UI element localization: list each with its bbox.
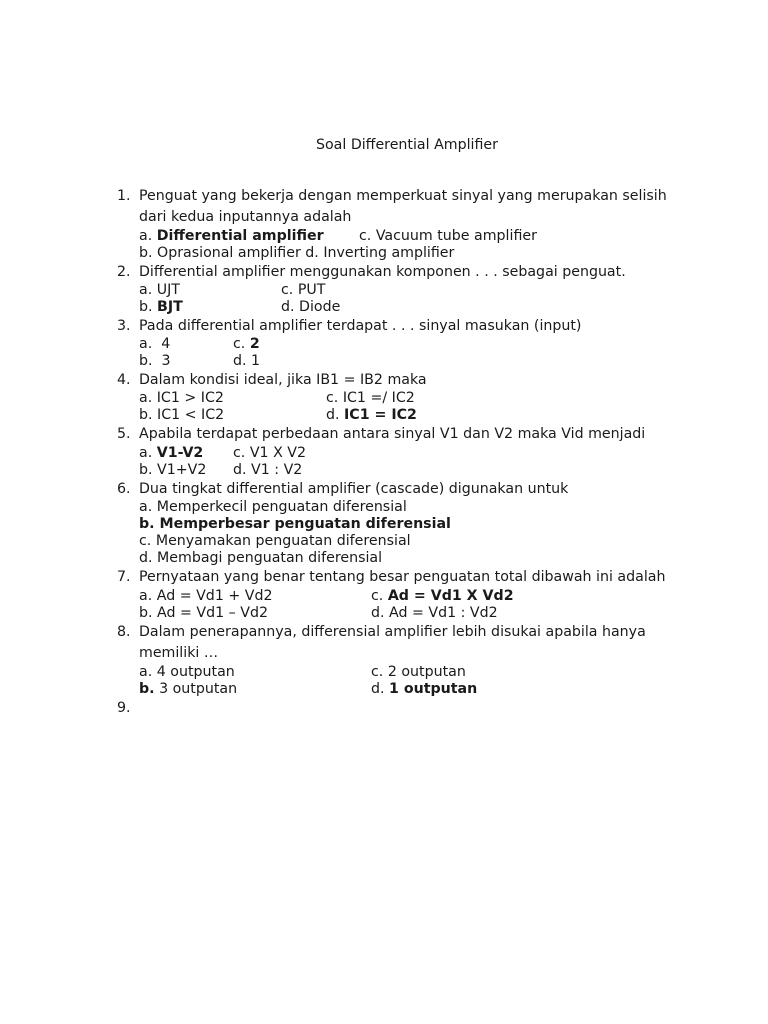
question-5 [117,424,697,479]
option-row [139,407,697,424]
option-b: b. IC1 < IC2 [139,407,225,423]
question-number: 2. [117,264,131,280]
option-a: a. Ad = Vd1 + Vd2 [139,588,273,604]
option-a: a. Differential amplifier [139,228,324,244]
option-d: d. IC1 = IC2 [326,407,417,423]
option-d: d. Membagi penguatan diferensial [139,550,383,566]
option-c: c. 2 outputan [371,664,466,680]
option-c: c. V1 X V2 [233,445,307,461]
option-row [139,282,697,299]
question-8 [117,622,697,698]
option-d: d. Ad = Vd1 : Vd2 [371,605,498,621]
option-c: c. IC1 =/ IC2 [326,390,415,406]
question-9 [117,698,697,718]
option-a: a. 4 [139,336,171,352]
question-7 [117,567,697,622]
option-row [139,245,697,262]
option-d: d. 1 outputan [371,681,478,697]
option-a: a. UJT [139,282,180,298]
option-b: b. Memperbesar penguatan diferensial [139,516,451,532]
option-b: b. 3 [139,353,171,369]
option-c: c. Menyamakan penguatan diferensial [139,533,411,549]
option-row [139,550,697,567]
option-a: a. Memperkecil penguatan diferensial [139,499,407,515]
question-text: Pada differential amplifier terdapat . . . sinyal masukan (input) [139,318,582,334]
option-row [139,462,697,479]
question-number: 9. [117,700,131,716]
question-6 [117,479,697,567]
option-a: a. IC1 > IC2 [139,390,224,406]
question-1 [117,186,697,262]
question-number: 5. [117,426,131,442]
option-row [139,588,697,605]
question-3 [117,316,697,370]
question-number: 7. [117,569,131,585]
option-row [139,390,697,407]
option-b: b. V1+V2 [139,462,207,478]
question-number: 6. [117,481,131,497]
question-text: Pernyataan yang benar tentang besar penguatan total dibawah ini adalah [139,569,666,585]
option-a: a. V1-V2 [139,445,204,461]
option-c: c. PUT [281,282,326,298]
question-number: 4. [117,372,131,388]
question-number: 1. [117,188,131,204]
question-text: Penguat yang bekerja dengan memperkuat sinyal yang merupakan selisih dari kedua inputannya adalah [139,188,667,225]
question-text: Dua tingkat differential amplifier (cascade) digunakan untuk [139,481,569,497]
option-c: c. 2 [233,336,260,352]
option-b: b. Ad = Vd1 – Vd2 [139,605,268,621]
question-list [117,186,697,718]
option-d: d. Diode [281,299,341,315]
question-text: Dalam kondisi ideal, jika IB1 = IB2 maka [139,372,427,388]
option-row [139,228,697,245]
option-row [139,336,697,353]
question-4 [117,370,697,424]
question-number: 3. [117,318,131,334]
question-2 [117,262,697,316]
question-number: 8. [117,624,131,640]
option-row [139,445,697,462]
option-row [139,533,697,550]
option-c: c. Vacuum tube amplifier [359,228,537,244]
option-d: d. 1 [233,353,261,369]
option-d: d. V1 : V2 [233,462,303,478]
question-text: Differential amplifier menggunakan komponen . . . sebagai penguat. [139,264,626,280]
option-row [139,299,697,316]
question-text: Apabila terdapat perbedaan antara sinyal V1 dan V2 maka Vid menjadi [139,426,646,442]
option-row [139,516,697,533]
option-b: b. Oprasional amplifier d. Inverting amplifier [139,245,455,261]
option-row [139,664,697,681]
option-c: c. Ad = Vd1 X Vd2 [371,588,514,604]
page-title: Soal Differential Amplifier [315,137,498,153]
question-text: Dalam penerapannya, differensial amplifier lebih disukai apabila hanya memiliki … [139,624,646,661]
option-row [139,681,697,698]
option-row [139,499,697,516]
option-row [139,605,697,622]
option-a: a. 4 outputan [139,664,235,680]
option-row [139,353,697,370]
option-b: b. BJT [139,299,183,315]
option-b: b. 3 outputan [139,681,238,697]
